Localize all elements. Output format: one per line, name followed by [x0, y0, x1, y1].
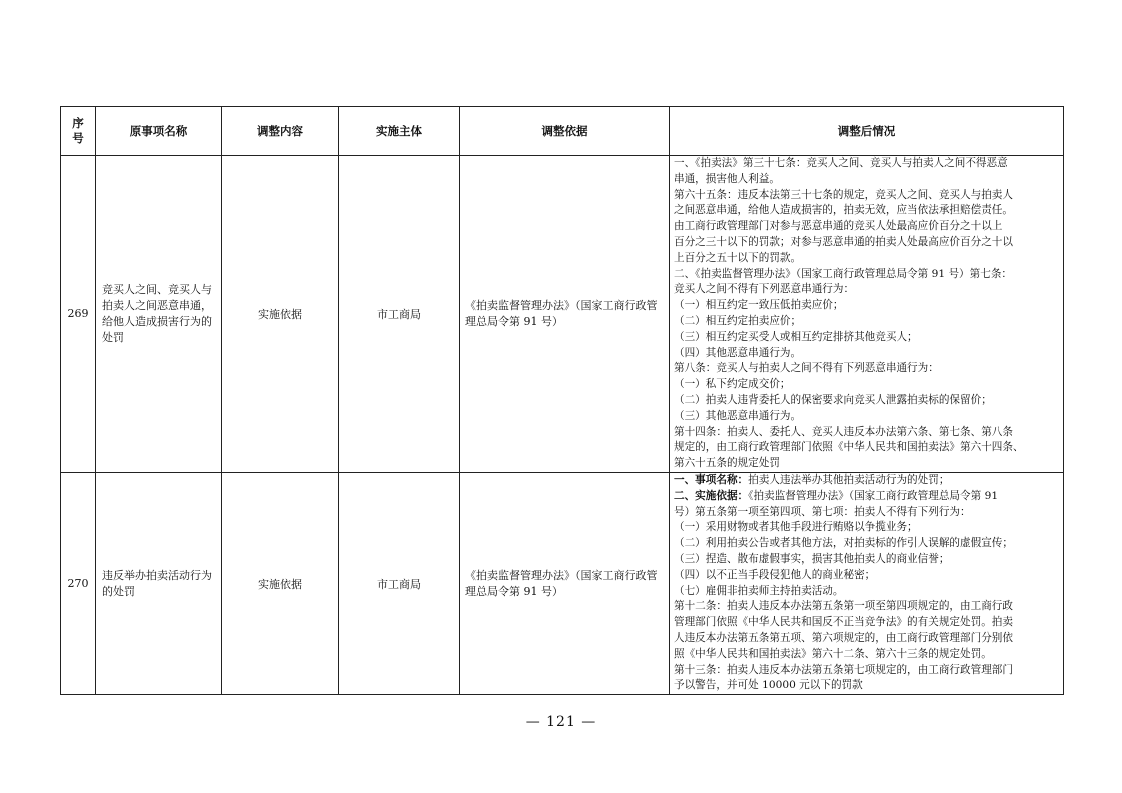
after-line: 一、《拍卖法》第三十七条：竞买人之间、竞买人与拍卖人之间不得恶意: [674, 157, 1008, 169]
header-seq-line2: 号: [72, 131, 84, 145]
header-adjustment: 调整内容: [222, 107, 339, 156]
after-line: 管理部门依照《中华人民共和国反不正当竞争法》的有关规定处罚。拍卖: [674, 616, 1013, 629]
header-original-item: 原事项名称: [96, 107, 222, 156]
after-line: （二）利用拍卖公告或者其他方法，对拍卖标的作引人误解的虚假宣传；: [674, 537, 1013, 550]
after-line: 上百分之五十以下的罚款。: [674, 251, 802, 264]
table-header-row: [61, 107, 1064, 156]
cell-adjustment: 实施依据: [222, 156, 339, 473]
after-line: 规定的，由工商行政管理部门依照《中华人民共和国拍卖法》第六十四条、: [674, 441, 1024, 454]
after-line: （四）其他恶意串通行为。: [674, 346, 802, 359]
after-line: 第十三条：拍卖人违反本办法第五条第七项规定的，由工商行政管理部门: [674, 663, 1013, 676]
after-line: （三）其他恶意串通行为。: [674, 409, 802, 422]
table-row: [61, 156, 1064, 473]
item-name-label: 一、事项名称：: [674, 473, 749, 486]
after-line: （三）相互约定买受人或相互约定排挤其他竞买人；: [674, 330, 918, 343]
after-line: （一）相互约定一致压低拍卖应价；: [674, 299, 844, 312]
cell-implementer: 市工商局: [339, 156, 460, 473]
cell-seq: 269: [61, 156, 96, 473]
after-line: [674, 489, 1059, 505]
header-basis: 调整依据: [460, 107, 670, 156]
after-line: 百分之三十以下的罚款；对参与恶意串通的拍卖人处最高应价百分之十以: [674, 235, 1013, 248]
cell-after: [670, 472, 1064, 694]
header-seq-line1: 序: [72, 116, 84, 130]
after-line: （七）雇佣非拍卖师主持拍卖活动。: [674, 584, 844, 597]
after-line: 予以警告，并可处 10000 元以下的罚款: [674, 679, 863, 692]
after-line: 第六十五条的规定处罚: [674, 457, 780, 470]
after-line: （二）拍卖人违背委托人的保密要求向竞买人泄露拍卖标的保留价；: [674, 393, 992, 406]
after-line: 之间恶意串通，给他人造成损害的，拍卖无效，应当依法承担赔偿责任。: [674, 204, 1013, 217]
cell-implementer: 市工商局: [339, 472, 460, 694]
cell-original-item: 违反举办拍卖活动行为的处罚: [96, 472, 222, 694]
after-line: 串通，损害他人利益。: [674, 172, 780, 185]
after-line: 二、《拍卖监督管理办法》（国家工商行政管理总局令第 91 号）第七条：: [674, 267, 1013, 280]
basis-label: 二、实施依据：: [674, 489, 749, 502]
basis-text: 《拍卖监督管理办法》（国家工商行政管理总局令第 91: [748, 489, 999, 502]
after-line: [674, 473, 1059, 489]
cell-seq: 270: [61, 472, 96, 694]
after-line: 人违反本办法第五条第五项、第六项规定的，由工商行政管理部门分别依: [674, 631, 1013, 644]
page-number: — 121 —: [525, 714, 597, 730]
after-line: （一）私下约定成交价；: [674, 378, 791, 391]
document-sheet: [60, 106, 1063, 695]
after-line: 由工商行政管理部门对参与恶意串通的竞买人处最高应价百分之十以上: [674, 220, 1003, 233]
table-row: [61, 472, 1064, 694]
after-line: 第十二条：拍卖人违反本办法第五条第一项至第四项规定的，由工商行政: [674, 600, 1013, 613]
cell-basis: 《拍卖监督管理办法》（国家工商行政管理总局令第 91 号）: [460, 156, 670, 473]
after-line: （三）捏造、散布虚假事实，损害其他拍卖人的商业信誉；: [674, 552, 950, 565]
header-after: 调整后情况: [670, 107, 1064, 156]
after-line: 号）第五条第一项至第四项、第七项：拍卖人不得有下列行为：: [674, 505, 971, 518]
header-seq: [61, 107, 96, 156]
item-name-text: 拍卖人违法举办其他拍卖活动行为的处罚；: [748, 473, 950, 486]
after-line: 第六十五条：违反本法第三十七条的规定，竞买人之间、竞买人与拍卖人: [674, 188, 1013, 201]
adjustment-table: [60, 106, 1064, 695]
after-line: 第八条：竞买人与拍卖人之间不得有下列恶意串通行为：: [674, 362, 939, 375]
cell-adjustment: 实施依据: [222, 472, 339, 694]
cell-after: [670, 156, 1064, 473]
after-line: 照《中华人民共和国拍卖法》第六十二条、第六十三条的规定处罚。: [674, 647, 992, 660]
after-line: 竞买人之间不得有下列恶意串通行为：: [674, 283, 855, 296]
after-line: 第十四条：拍卖人、委托人、竞买人违反本办法第六条、第七条、第八条: [674, 425, 1013, 438]
after-line: （四）以不正当手段侵犯他人的商业秘密；: [674, 568, 876, 581]
after-line: （一）采用财物或者其他手段进行贿赂以争揽业务；: [674, 521, 918, 534]
header-implementer: 实施主体: [339, 107, 460, 156]
cell-basis: 《拍卖监督管理办法》（国家工商行政管理总局令第 91 号）: [460, 472, 670, 694]
after-line: （二）相互约定拍卖应价；: [674, 314, 802, 327]
cell-original-item: 竞买人之间、竞买人与拍卖人之间恶意串通，给他人造成损害行为的处罚: [96, 156, 222, 473]
